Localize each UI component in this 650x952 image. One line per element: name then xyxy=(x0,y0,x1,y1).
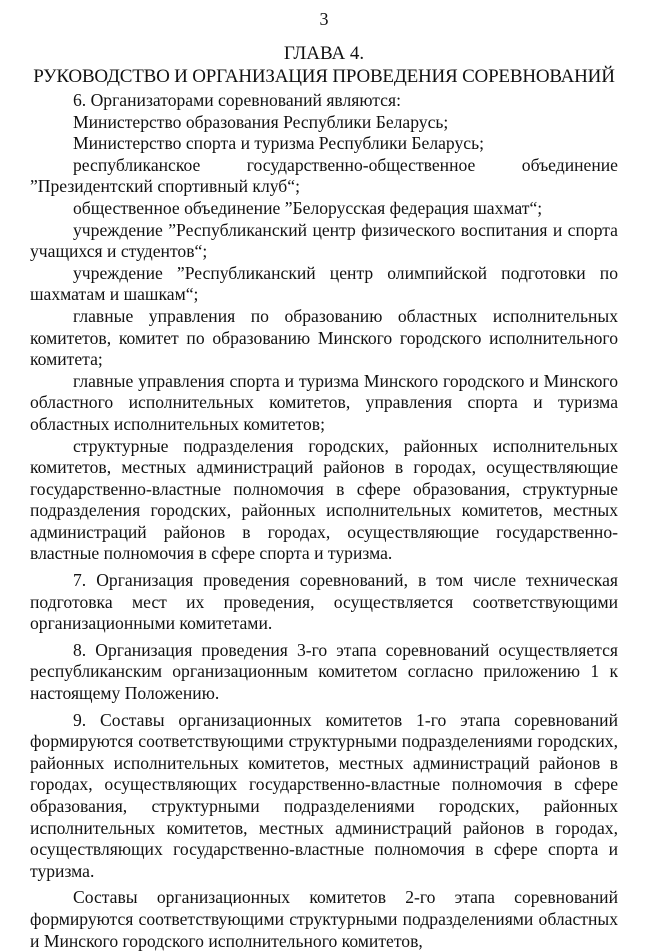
list-item-olympic-center: учреждение ”Республиканский центр олимпийской подготовки по шахматам и шашкам“; xyxy=(30,262,618,305)
paragraph-9-continued: Составы организационных комитетов 2-го этапа соревнований формируются соответствующими структурными подразделениями областных и Минского городского исполнительного комитетов, xyxy=(30,887,618,951)
list-item-ministry-education: Министерство образования Республики Беларусь; xyxy=(73,111,449,132)
list-item-physical-education-center: учреждение ”Республиканский центр физического воспитания и спорта учащихся и студентов“; xyxy=(30,219,618,262)
list-item-sport-departments: главные управления спорта и туризма Минского городского и Минского областного исполнительных комитетов, управления спорта и туризма областных исполнительных комитетов; xyxy=(30,370,618,434)
paragraph-9: 9. Составы организационных комитетов 1-го этапа соревнований формируются соответствующими структурными подразделениями городских, районных исполнительных комитетов, местных администраций районов в городах, осуществляющих государственно-властные полномочия в сфере образования, структурными подразделениями городских, районных исполнительных комитетов, местных администраций районов в городах, осуществляющих государственно-властные полномочия в сфере спорта и туризма. xyxy=(30,709,618,881)
paragraph-8: 8. Организация проведения 3-го этапа соревнований осуществляется республиканским организационным комитетом согласно приложению 1 к настоящему Положению. xyxy=(30,639,618,704)
chapter-number: ГЛАВА 4. xyxy=(283,43,365,64)
list-item-presidential-club: республиканское государственно-общественное объединение ”Президентский спортивный клуб“; xyxy=(30,154,618,197)
paragraph-6-intro: 6. Организаторами соревнований являются: xyxy=(73,90,401,110)
list-item-structural-subdivisions: структурные подразделения городских, районных исполнительных комитетов, местных администраций районов в городах, осуществляющие государственно-властные полномочия в сфере образования, структурные подразделения городских, районных исполнительных комитетов, местных администраций районов в городах, осуществляющие государственно-властные полномочия в сфере спорта и туризма. xyxy=(30,435,618,564)
chapter-title: РУКОВОДСТВО И ОРГАНИЗАЦИЯ ПРОВЕДЕНИЯ СОРЕВНОВАНИЙ xyxy=(33,66,615,87)
paragraph-7: 7. Организация проведения соревнований, в том числе техническая подготовка мест их проведения, осуществляется соответствующими организационными комитетами. xyxy=(30,570,618,634)
list-item-ministry-sport: Министерство спорта и туризма Республики Беларусь; xyxy=(73,133,485,154)
list-item-chess-federation: общественное объединение ”Белорусская федерация шахмат“; xyxy=(73,197,543,218)
document-page xyxy=(30,6,618,952)
document-body xyxy=(30,90,618,952)
page-number: 3 xyxy=(319,9,329,29)
list-item-education-departments: главные управления по образованию областных исполнительных комитетов, комитет по образованию Минского городского исполнительного комитета; xyxy=(30,305,618,370)
